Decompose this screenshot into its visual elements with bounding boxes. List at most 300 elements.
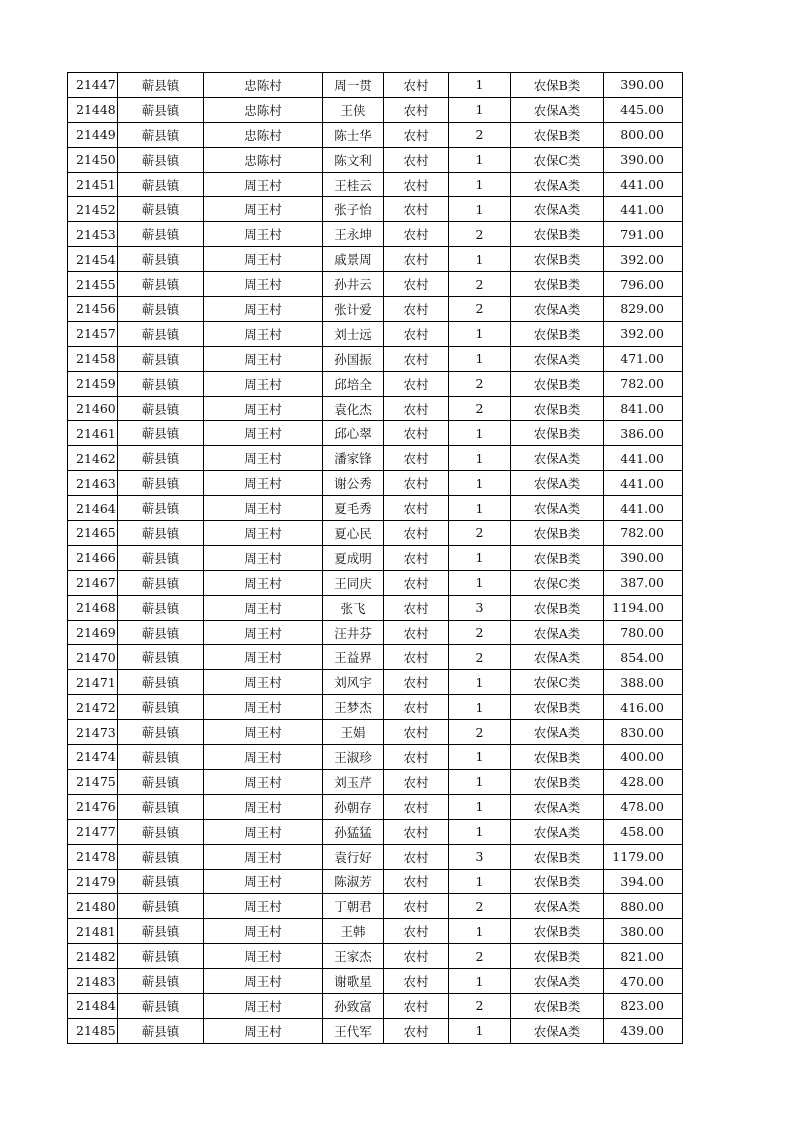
table-row — [68, 545, 683, 570]
table-row — [68, 297, 683, 322]
insurance-category-cell: 农保B类 — [511, 247, 604, 272]
town-cell: 蕲县镇 — [118, 122, 204, 147]
record-id-cell: 21474 — [68, 745, 118, 770]
village-cell: 周王村 — [204, 894, 323, 919]
town-cell: 蕲县镇 — [118, 446, 204, 471]
area-type-cell: 农村 — [384, 969, 449, 994]
amount-cell: 380.00 — [604, 919, 683, 944]
household-count-cell: 2 — [449, 396, 511, 421]
area-type-cell: 农村 — [384, 521, 449, 546]
amount-cell: 471.00 — [604, 346, 683, 371]
area-type-cell: 农村 — [384, 670, 449, 695]
records-table — [67, 72, 683, 1044]
household-count-cell: 1 — [449, 1018, 511, 1043]
amount-cell: 390.00 — [604, 545, 683, 570]
insurance-category-cell: 农保B类 — [511, 595, 604, 620]
area-type-cell: 农村 — [384, 247, 449, 272]
table-row — [68, 371, 683, 396]
person-name-cell: 刘玉芹 — [323, 769, 384, 794]
person-name-cell: 夏成明 — [323, 545, 384, 570]
record-id-cell: 21455 — [68, 272, 118, 297]
table-row — [68, 521, 683, 546]
household-count-cell: 1 — [449, 869, 511, 894]
table-row — [68, 321, 683, 346]
household-count-cell: 1 — [449, 421, 511, 446]
area-type-cell: 农村 — [384, 944, 449, 969]
person-name-cell: 潘家锋 — [323, 446, 384, 471]
amount-cell: 441.00 — [604, 197, 683, 222]
town-cell: 蕲县镇 — [118, 993, 204, 1018]
household-count-cell: 2 — [449, 620, 511, 645]
record-id-cell: 21464 — [68, 496, 118, 521]
insurance-category-cell: 农保B类 — [511, 521, 604, 546]
record-id-cell: 21454 — [68, 247, 118, 272]
town-cell: 蕲县镇 — [118, 769, 204, 794]
table-row — [68, 346, 683, 371]
village-cell: 周王村 — [204, 670, 323, 695]
area-type-cell: 农村 — [384, 147, 449, 172]
town-cell: 蕲县镇 — [118, 346, 204, 371]
insurance-category-cell: 农保B类 — [511, 73, 604, 98]
table-row — [68, 894, 683, 919]
insurance-category-cell: 农保B类 — [511, 321, 604, 346]
area-type-cell: 农村 — [384, 794, 449, 819]
record-id-cell: 21450 — [68, 147, 118, 172]
insurance-category-cell: 农保A类 — [511, 969, 604, 994]
amount-cell: 470.00 — [604, 969, 683, 994]
record-id-cell: 21466 — [68, 545, 118, 570]
area-type-cell: 农村 — [384, 272, 449, 297]
area-type-cell: 农村 — [384, 993, 449, 1018]
person-name-cell: 孙猛猛 — [323, 819, 384, 844]
household-count-cell: 2 — [449, 894, 511, 919]
insurance-category-cell: 农保A类 — [511, 720, 604, 745]
record-id-cell: 21481 — [68, 919, 118, 944]
village-cell: 周王村 — [204, 720, 323, 745]
area-type-cell: 农村 — [384, 73, 449, 98]
town-cell: 蕲县镇 — [118, 321, 204, 346]
record-id-cell: 21456 — [68, 297, 118, 322]
area-type-cell: 农村 — [384, 695, 449, 720]
insurance-category-cell: 农保B类 — [511, 919, 604, 944]
insurance-category-cell: 农保A类 — [511, 894, 604, 919]
person-name-cell: 夏毛秀 — [323, 496, 384, 521]
village-cell: 周王村 — [204, 570, 323, 595]
town-cell: 蕲县镇 — [118, 147, 204, 172]
household-count-cell: 1 — [449, 819, 511, 844]
record-id-cell: 21471 — [68, 670, 118, 695]
insurance-category-cell: 农保B类 — [511, 695, 604, 720]
table-row — [68, 122, 683, 147]
town-cell: 蕲县镇 — [118, 247, 204, 272]
area-type-cell: 农村 — [384, 97, 449, 122]
record-id-cell: 21447 — [68, 73, 118, 98]
village-cell: 周王村 — [204, 1018, 323, 1043]
town-cell: 蕲县镇 — [118, 471, 204, 496]
table-row — [68, 172, 683, 197]
person-name-cell: 邱心翠 — [323, 421, 384, 446]
household-count-cell: 1 — [449, 570, 511, 595]
table-row — [68, 993, 683, 1018]
household-count-cell: 2 — [449, 222, 511, 247]
town-cell: 蕲县镇 — [118, 570, 204, 595]
household-count-cell: 1 — [449, 197, 511, 222]
table-row — [68, 769, 683, 794]
record-id-cell: 21469 — [68, 620, 118, 645]
record-id-cell: 21465 — [68, 521, 118, 546]
table-row — [68, 147, 683, 172]
village-cell: 忠陈村 — [204, 97, 323, 122]
area-type-cell: 农村 — [384, 620, 449, 645]
amount-cell: 400.00 — [604, 745, 683, 770]
person-name-cell: 王同庆 — [323, 570, 384, 595]
record-id-cell: 21483 — [68, 969, 118, 994]
amount-cell: 880.00 — [604, 894, 683, 919]
town-cell: 蕲县镇 — [118, 297, 204, 322]
insurance-category-cell: 农保B类 — [511, 421, 604, 446]
village-cell: 周王村 — [204, 247, 323, 272]
person-name-cell: 刘士远 — [323, 321, 384, 346]
household-count-cell: 1 — [449, 471, 511, 496]
village-cell: 周王村 — [204, 321, 323, 346]
table-row — [68, 595, 683, 620]
village-cell: 周王村 — [204, 197, 323, 222]
household-count-cell: 3 — [449, 595, 511, 620]
person-name-cell: 刘风宇 — [323, 670, 384, 695]
person-name-cell: 张计爱 — [323, 297, 384, 322]
area-type-cell: 农村 — [384, 645, 449, 670]
town-cell: 蕲县镇 — [118, 1018, 204, 1043]
insurance-category-cell: 农保B类 — [511, 944, 604, 969]
insurance-category-cell: 农保B类 — [511, 396, 604, 421]
insurance-category-cell: 农保A类 — [511, 197, 604, 222]
town-cell: 蕲县镇 — [118, 944, 204, 969]
village-cell: 周王村 — [204, 819, 323, 844]
table-row — [68, 620, 683, 645]
person-name-cell: 邱培全 — [323, 371, 384, 396]
table-row — [68, 720, 683, 745]
village-cell: 周王村 — [204, 446, 323, 471]
amount-cell: 390.00 — [604, 73, 683, 98]
person-name-cell: 陈士华 — [323, 122, 384, 147]
amount-cell: 1194.00 — [604, 595, 683, 620]
village-cell: 忠陈村 — [204, 73, 323, 98]
person-name-cell: 袁行好 — [323, 844, 384, 869]
record-id-cell: 21479 — [68, 869, 118, 894]
records-table-body — [68, 73, 683, 1044]
village-cell: 周王村 — [204, 745, 323, 770]
area-type-cell: 农村 — [384, 297, 449, 322]
table-row — [68, 919, 683, 944]
table-row — [68, 421, 683, 446]
household-count-cell: 1 — [449, 496, 511, 521]
insurance-category-cell: 农保A类 — [511, 819, 604, 844]
amount-cell: 830.00 — [604, 720, 683, 745]
person-name-cell: 陈文利 — [323, 147, 384, 172]
amount-cell: 478.00 — [604, 794, 683, 819]
table-row — [68, 819, 683, 844]
village-cell: 周王村 — [204, 919, 323, 944]
person-name-cell: 王淑珍 — [323, 745, 384, 770]
table-row — [68, 645, 683, 670]
person-name-cell: 夏心民 — [323, 521, 384, 546]
amount-cell: 390.00 — [604, 147, 683, 172]
village-cell: 周王村 — [204, 944, 323, 969]
village-cell: 周王村 — [204, 396, 323, 421]
insurance-category-cell: 农保B类 — [511, 545, 604, 570]
village-cell: 忠陈村 — [204, 122, 323, 147]
table-row — [68, 869, 683, 894]
insurance-category-cell: 农保A类 — [511, 471, 604, 496]
amount-cell: 392.00 — [604, 247, 683, 272]
table-row — [68, 944, 683, 969]
amount-cell: 854.00 — [604, 645, 683, 670]
insurance-category-cell: 农保B类 — [511, 769, 604, 794]
amount-cell: 445.00 — [604, 97, 683, 122]
record-id-cell: 21467 — [68, 570, 118, 595]
insurance-category-cell: 农保A类 — [511, 446, 604, 471]
village-cell: 周王村 — [204, 371, 323, 396]
amount-cell: 841.00 — [604, 396, 683, 421]
insurance-category-cell: 农保A类 — [511, 496, 604, 521]
area-type-cell: 农村 — [384, 371, 449, 396]
area-type-cell: 农村 — [384, 545, 449, 570]
amount-cell: 386.00 — [604, 421, 683, 446]
town-cell: 蕲县镇 — [118, 869, 204, 894]
amount-cell: 800.00 — [604, 122, 683, 147]
person-name-cell: 王桂云 — [323, 172, 384, 197]
record-id-cell: 21468 — [68, 595, 118, 620]
household-count-cell: 2 — [449, 720, 511, 745]
amount-cell: 441.00 — [604, 471, 683, 496]
village-cell: 周王村 — [204, 794, 323, 819]
household-count-cell: 1 — [449, 794, 511, 819]
area-type-cell: 农村 — [384, 720, 449, 745]
amount-cell: 392.00 — [604, 321, 683, 346]
table-row — [68, 247, 683, 272]
record-id-cell: 21463 — [68, 471, 118, 496]
person-name-cell: 王韩 — [323, 919, 384, 944]
insurance-category-cell: 农保B类 — [511, 272, 604, 297]
area-type-cell: 农村 — [384, 745, 449, 770]
area-type-cell: 农村 — [384, 869, 449, 894]
area-type-cell: 农村 — [384, 769, 449, 794]
town-cell: 蕲县镇 — [118, 496, 204, 521]
village-cell: 周王村 — [204, 297, 323, 322]
village-cell: 周王村 — [204, 595, 323, 620]
person-name-cell: 周一贯 — [323, 73, 384, 98]
amount-cell: 428.00 — [604, 769, 683, 794]
area-type-cell: 农村 — [384, 496, 449, 521]
village-cell: 周王村 — [204, 844, 323, 869]
table-row — [68, 396, 683, 421]
insurance-category-cell: 农保A类 — [511, 172, 604, 197]
person-name-cell: 孙朝存 — [323, 794, 384, 819]
insurance-category-cell: 农保C类 — [511, 670, 604, 695]
household-count-cell: 1 — [449, 969, 511, 994]
table-row — [68, 794, 683, 819]
record-id-cell: 21470 — [68, 645, 118, 670]
town-cell: 蕲县镇 — [118, 371, 204, 396]
amount-cell: 416.00 — [604, 695, 683, 720]
person-name-cell: 丁朝君 — [323, 894, 384, 919]
area-type-cell: 农村 — [384, 595, 449, 620]
record-id-cell: 21477 — [68, 819, 118, 844]
table-row — [68, 222, 683, 247]
insurance-category-cell: 农保C类 — [511, 570, 604, 595]
area-type-cell: 农村 — [384, 172, 449, 197]
town-cell: 蕲县镇 — [118, 73, 204, 98]
person-name-cell: 孙井云 — [323, 272, 384, 297]
town-cell: 蕲县镇 — [118, 794, 204, 819]
person-name-cell: 谢公秀 — [323, 471, 384, 496]
village-cell: 周王村 — [204, 620, 323, 645]
village-cell: 周王村 — [204, 545, 323, 570]
household-count-cell: 2 — [449, 371, 511, 396]
household-count-cell: 1 — [449, 247, 511, 272]
amount-cell: 823.00 — [604, 993, 683, 1018]
household-count-cell: 1 — [449, 147, 511, 172]
record-id-cell: 21478 — [68, 844, 118, 869]
table-row — [68, 844, 683, 869]
table-row — [68, 97, 683, 122]
person-name-cell: 王娟 — [323, 720, 384, 745]
household-count-cell: 3 — [449, 844, 511, 869]
town-cell: 蕲县镇 — [118, 222, 204, 247]
household-count-cell: 2 — [449, 122, 511, 147]
insurance-category-cell: 农保B类 — [511, 993, 604, 1018]
record-id-cell: 21452 — [68, 197, 118, 222]
area-type-cell: 农村 — [384, 844, 449, 869]
town-cell: 蕲县镇 — [118, 272, 204, 297]
insurance-category-cell: 农保A类 — [511, 620, 604, 645]
household-count-cell: 1 — [449, 745, 511, 770]
record-id-cell: 21485 — [68, 1018, 118, 1043]
insurance-category-cell: 农保B类 — [511, 371, 604, 396]
insurance-category-cell: 农保B类 — [511, 745, 604, 770]
town-cell: 蕲县镇 — [118, 919, 204, 944]
table-row — [68, 496, 683, 521]
person-name-cell: 孙致富 — [323, 993, 384, 1018]
village-cell: 周王村 — [204, 172, 323, 197]
person-name-cell: 张飞 — [323, 595, 384, 620]
person-name-cell: 孙国振 — [323, 346, 384, 371]
record-id-cell: 21480 — [68, 894, 118, 919]
person-name-cell: 王代军 — [323, 1018, 384, 1043]
amount-cell: 394.00 — [604, 869, 683, 894]
area-type-cell: 农村 — [384, 396, 449, 421]
town-cell: 蕲县镇 — [118, 894, 204, 919]
person-name-cell: 王梦杰 — [323, 695, 384, 720]
household-count-cell: 1 — [449, 73, 511, 98]
household-count-cell: 1 — [449, 919, 511, 944]
table-row — [68, 272, 683, 297]
amount-cell: 441.00 — [604, 446, 683, 471]
area-type-cell: 农村 — [384, 919, 449, 944]
record-id-cell: 21460 — [68, 396, 118, 421]
village-cell: 周王村 — [204, 496, 323, 521]
table-row — [68, 670, 683, 695]
amount-cell: 782.00 — [604, 371, 683, 396]
village-cell: 周王村 — [204, 969, 323, 994]
household-count-cell: 1 — [449, 321, 511, 346]
amount-cell: 439.00 — [604, 1018, 683, 1043]
table-row — [68, 446, 683, 471]
household-count-cell: 1 — [449, 695, 511, 720]
insurance-category-cell: 农保B类 — [511, 844, 604, 869]
household-count-cell: 1 — [449, 769, 511, 794]
table-row — [68, 1018, 683, 1043]
village-cell: 周王村 — [204, 869, 323, 894]
town-cell: 蕲县镇 — [118, 819, 204, 844]
village-cell: 周王村 — [204, 421, 323, 446]
area-type-cell: 农村 — [384, 122, 449, 147]
person-name-cell: 陈淑芳 — [323, 869, 384, 894]
area-type-cell: 农村 — [384, 894, 449, 919]
village-cell: 周王村 — [204, 695, 323, 720]
amount-cell: 441.00 — [604, 496, 683, 521]
village-cell: 周王村 — [204, 272, 323, 297]
area-type-cell: 农村 — [384, 570, 449, 595]
amount-cell: 791.00 — [604, 222, 683, 247]
household-count-cell: 1 — [449, 346, 511, 371]
amount-cell: 388.00 — [604, 670, 683, 695]
household-count-cell: 2 — [449, 521, 511, 546]
town-cell: 蕲县镇 — [118, 695, 204, 720]
record-id-cell: 21449 — [68, 122, 118, 147]
village-cell: 周王村 — [204, 645, 323, 670]
amount-cell: 458.00 — [604, 819, 683, 844]
person-name-cell: 戚景周 — [323, 247, 384, 272]
amount-cell: 780.00 — [604, 620, 683, 645]
table-row — [68, 197, 683, 222]
town-cell: 蕲县镇 — [118, 421, 204, 446]
household-count-cell: 1 — [449, 97, 511, 122]
village-cell: 周王村 — [204, 993, 323, 1018]
amount-cell: 1179.00 — [604, 844, 683, 869]
person-name-cell: 张子怡 — [323, 197, 384, 222]
table-row — [68, 695, 683, 720]
record-id-cell: 21448 — [68, 97, 118, 122]
record-id-cell: 21462 — [68, 446, 118, 471]
insurance-category-cell: 农保C类 — [511, 147, 604, 172]
table-row — [68, 745, 683, 770]
town-cell: 蕲县镇 — [118, 97, 204, 122]
village-cell: 周王村 — [204, 346, 323, 371]
town-cell: 蕲县镇 — [118, 844, 204, 869]
record-id-cell: 21484 — [68, 993, 118, 1018]
insurance-category-cell: 农保A类 — [511, 1018, 604, 1043]
town-cell: 蕲县镇 — [118, 545, 204, 570]
village-cell: 周王村 — [204, 769, 323, 794]
village-cell: 周王村 — [204, 222, 323, 247]
amount-cell: 821.00 — [604, 944, 683, 969]
person-name-cell: 袁化杰 — [323, 396, 384, 421]
town-cell: 蕲县镇 — [118, 969, 204, 994]
area-type-cell: 农村 — [384, 197, 449, 222]
insurance-category-cell: 农保B类 — [511, 222, 604, 247]
area-type-cell: 农村 — [384, 421, 449, 446]
person-name-cell: 谢歌星 — [323, 969, 384, 994]
record-id-cell: 21461 — [68, 421, 118, 446]
household-count-cell: 2 — [449, 993, 511, 1018]
person-name-cell: 王益界 — [323, 645, 384, 670]
household-count-cell: 1 — [449, 446, 511, 471]
household-count-cell: 2 — [449, 944, 511, 969]
record-id-cell: 21457 — [68, 321, 118, 346]
amount-cell: 387.00 — [604, 570, 683, 595]
town-cell: 蕲县镇 — [118, 670, 204, 695]
